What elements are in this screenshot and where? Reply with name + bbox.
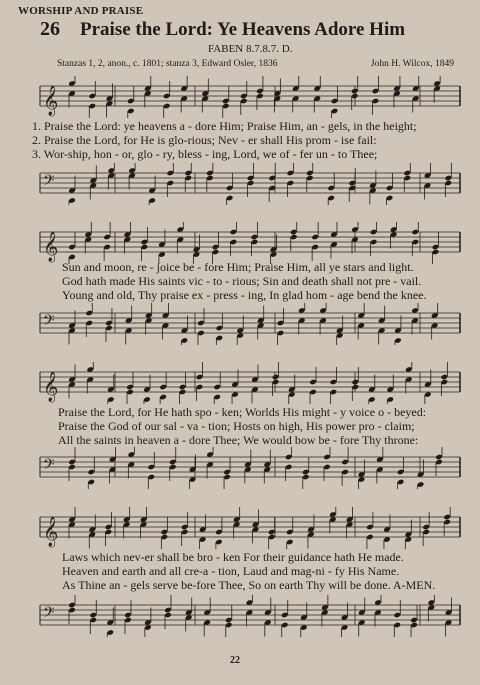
lyric-line: Sun and moon, re - joice be - fore Him; Praise Him, all ye stars and light. bbox=[62, 260, 414, 274]
lyric-line: Laws which nev-er shall be bro - ken For their guidance hath He made. bbox=[62, 550, 404, 564]
svg-text:𝄞: 𝄞 bbox=[43, 517, 59, 547]
lyric-line: Praise the God of our sal - va - tion; Hosts on high, His power pro - claim; bbox=[58, 419, 415, 433]
bass-staff-1 bbox=[0, 163, 480, 205]
hymn-number: 26 bbox=[40, 18, 60, 40]
lyric-line: 3. Wor-ship, hon - or, glo - ry, bless - ing, Lord, we of - fer un - to Thee; bbox=[32, 147, 378, 161]
lyric-line: As Thine an - gels serve be-fore Thee, So on earth Thy will be done. A-MEN. bbox=[62, 578, 436, 592]
lyric-line: Young and old, Thy praise ex - press - ing, In glad hom - age bend the knee. bbox=[62, 288, 427, 302]
lyric-line: 2. Praise the Lord, for He is glo-rious; Nev - er shall His prom - ise fail: bbox=[32, 133, 377, 147]
svg-text:𝄢: 𝄢 bbox=[43, 172, 55, 193]
music-credit: John H. Wilcox, 1849 bbox=[370, 59, 454, 69]
treble-staff-1 bbox=[0, 76, 480, 118]
bass-staff-3 bbox=[0, 447, 480, 489]
svg-text:𝄢: 𝄢 bbox=[43, 312, 55, 333]
section-heading: WORSHIP AND PRAISE bbox=[18, 5, 144, 17]
treble-staff-3 bbox=[0, 362, 480, 404]
page-number: 22 bbox=[230, 655, 240, 666]
lyric-line: God hath made His saints vic - to - rious; Sin and death shall not pre - vail. bbox=[62, 274, 422, 288]
svg-text:𝄢: 𝄢 bbox=[43, 604, 55, 625]
lyric-line: Heaven and earth and all cre-a - tion, Laud and mag-ni - fy His Name. bbox=[62, 564, 400, 578]
treble-staff-2 bbox=[0, 222, 480, 264]
svg-text:𝄞: 𝄞 bbox=[43, 86, 59, 116]
words-credit: Stanzas 1, 2, anon., c. 1801; stanza 3, Edward Osler, 1836 bbox=[57, 59, 278, 69]
lyric-line: All the saints in heaven a - dore Thee; We would bow be - fore Thy throne: bbox=[58, 433, 419, 447]
tune-name: FABEN 8.7.8.7. D. bbox=[208, 43, 293, 55]
bass-staff-2 bbox=[0, 303, 480, 345]
treble-staff-4 bbox=[0, 507, 480, 549]
svg-text:𝄞: 𝄞 bbox=[43, 232, 59, 262]
lyric-line: 1. Praise the Lord: ye heavens a - dore Him; Praise Him, an - gels, in the height; bbox=[32, 119, 417, 133]
bass-staff-4 bbox=[0, 595, 480, 637]
hymn-title: Praise the Lord: Ye Heavens Adore Him bbox=[80, 19, 406, 40]
svg-text:𝄢: 𝄢 bbox=[43, 456, 55, 477]
svg-text:𝄞: 𝄞 bbox=[43, 372, 59, 402]
lyric-line: Praise the Lord, for He hath spo - ken; Worlds His might - y voice o - beyed: bbox=[58, 405, 427, 419]
